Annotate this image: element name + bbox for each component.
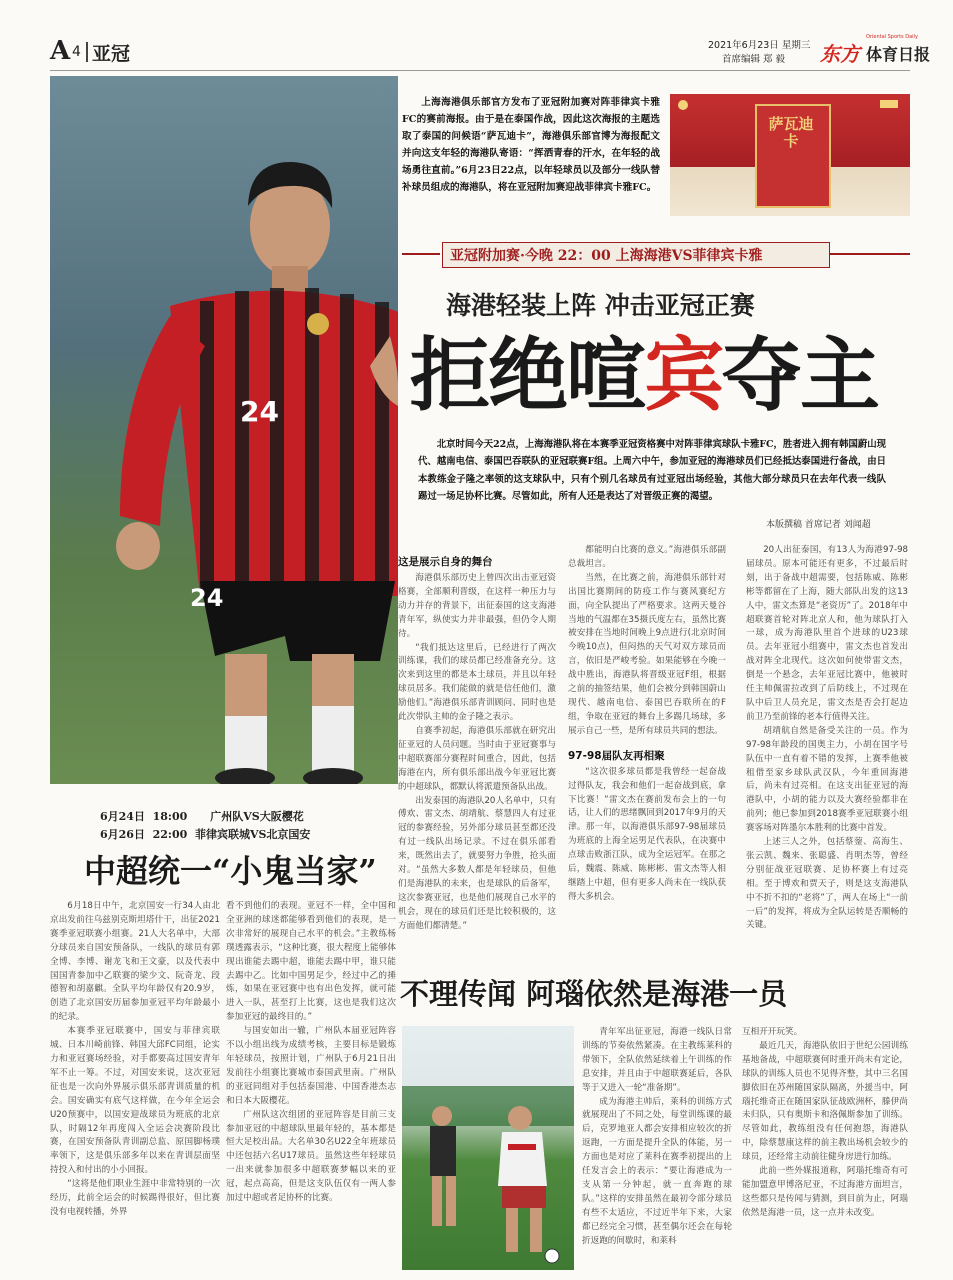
csl-col1-p1: 6月18日中午，北京国安一行34人由北京出发前往乌兹别克斯坦塔什干，出征2021赛季亚冠联赛小组赛。21人大名单中，大部分球员来自国安预备队，一线队的球员有郭全博、李博、谢龙飞和王文豪，以及代表中国国青参加中乙联赛的梁少文、阮奇龙、段德智和胡嘉麒。全队平均年龄仅有20.9岁，创造了北京国安历届参加亚冠平均年龄最小的纪录。 [50, 901, 220, 1023]
section-name: 亚冠 [92, 43, 131, 65]
headline-part-2: 夺主 [722, 328, 878, 422]
alan-col2-p3: 此前一些外媒报道称，阿瑙托维奇有可能加盟意甲博洛尼亚，不过海港方面坦言，这些都只是传闻与猜测，到目前为止，阿瑙依然是海港一员，这一点并未改变。 [742, 1166, 908, 1218]
col1-p2: “我们抵达这里后，已经进行了两次训练课，我们的球员都已经准备充分。这次来到这里的都是本土球员，并且以年轻球员居多。我们能做的就是信任他们，激励他们。”海港俱乐部青训顾问、同时也是此次带队主帅的金子隆之表示。 [398, 642, 556, 723]
main-subtitle: 海港轻装上阵 冲击亚冠正赛 [446, 291, 755, 320]
svg-text:24: 24 [190, 584, 224, 612]
csl-col2-p2: 与国安如出一辙，广州队本届亚冠阵容不以小组出线为成绩考核，主要目标是锻炼年轻球员，按照计划，广州队于6月21日出发前往小组赛比赛城市泰国武里南。广州队的亚冠同组对手包括泰国港、中国香港杰志和日本大阪樱花。 [226, 1026, 396, 1106]
player-illustration [50, 76, 398, 784]
schedule-line-1: 6月24日 18:00 广州队VS大阪樱花 [100, 810, 304, 823]
brand-red: 东方 [820, 42, 860, 66]
col3-p3: 上述三人之外，包括蔡蓥、高海生、张云凯、魏来、张聪盛、肖明杰等，曾经分别征战亚冠联赛、足协杯赛上有过亮相。至于博欢和贾天子，则是这支海港队中不折不扣的“老将”了，两人在场上“一前一后”的发挥，将成为全队运转是否顺畅的关键。 [746, 837, 908, 931]
csl-column-1 [50, 900, 220, 1268]
brand-small: Oriental Sports Daily [866, 34, 918, 40]
page-letter: A [50, 36, 71, 66]
match-bar-line-right [830, 253, 910, 255]
col2-p2: 当然，在比赛之前，海港俱乐部针对出国比赛期间的防疫工作与赛风赛纪方面，向全队提出了严格要求。这两天曼谷当地的气温都在35摄氏度左右，虽然比赛被安排在当地时间晚上9点进行(北京时间今晚10点)，但闷热的天气对双方球员而言，依旧是严峻考验。如果能够在今晚一战中胜出，海港队将晋级亚冠F组，根据之前的抽签结果，他们会被分到韩国蔚山现代、越南电信、泰国巴吞联所在的F组，争取在亚冠的舞台上多踢几场球，多展示自己一些，是所有球员共同的想法。 [568, 572, 726, 736]
match-poster [670, 94, 910, 216]
csl-col2-p3: 广州队这次组团的亚冠阵容是目前三支参加亚冠的中超球队里最年轻的，基本都是恒大足校出品。大名单30名U22全年班球员中还包括六名U17球员。虽然这些年轻球员一出来就参加很多中超联赛梦幅以来的亚冠，起点高高，但是这支队伍仅有一两人参加过中超或者足协杯的比赛。 [226, 1109, 396, 1204]
player-photo [50, 76, 398, 784]
alan-col1-p2: 成为海港主帅后，莱科的训练方式就展现出了不同之处，每堂训练课的最后，克罗地亚人都会安排相应较次的折返跑，一方面是提升全队的体能，另一方面也是对应了莱科在赛季初提出的上任发言会上的表示：“要让海港成为一支从第一分钟起，就一直奔跑的球队。”这样的安排虽然在最初令部分球员有些不太适应，不过近半年下来，大家都已经完全习惯，甚至偶尔还会在每轮折返跑的间歇时，和莱科 [582, 1096, 732, 1246]
intro-text [402, 94, 660, 196]
date-line: 2021年6月23日 星期三 [708, 40, 811, 51]
editor-line: 首席编辑 郑 毅 [722, 54, 786, 65]
svg-text:24: 24 [240, 395, 279, 428]
alan-col2-p1: 互相开开玩笑。 [742, 1027, 803, 1037]
match-bar-text: 亚冠附加赛·今晚 22：00 上海海港VS菲律宾卡雅 [450, 248, 763, 264]
match-bar [402, 242, 910, 266]
page-header [50, 34, 931, 68]
col2-title: 97-98届队友再相聚 [568, 749, 665, 762]
col2-p1: 都能明白比赛的意义。”海港俱乐部副总裁坦言。 [568, 545, 726, 569]
alan-col2-p2: 最近几天，海港队依旧于世纪公园训练基地备战，中超联赛何时重开尚未有定论，球队的训练人员也不见得齐整，其中三名国脚依旧在苏州随国家队隔离，外援当中，阿瑙托维奇正在随国家队征战欧洲杯，滕伊尚未归队，只有奥斯卡和洛佩斯参加了训练。尽管如此，教练组没有任何抱怨，海港队中，除蔡慧康这样的前主教出场机会较少的球员，还经常主动前往健身房进行加练。 [742, 1040, 908, 1163]
training-illustration [402, 1026, 574, 1270]
intro-paragraph: 上海海港俱乐部官方发布了亚冠附加赛对阵菲律宾卡雅FC的赛前海报。由于是在泰国作战，因此这次海报的主题选取了泰国的问候语“萨瓦迪卡”，海港俱乐部官博为海报配文并向这支年轻的海港队寄语：“挥洒青春的汗水，在年轻的战场勇往直前。”6月23日22点，以年轻球员以及部分一线队替补球员组成的海港队，将在亚冠附加赛迎战菲律宾卡雅FC。 [402, 97, 660, 193]
main-lead [418, 436, 886, 505]
schedule-box [50, 806, 396, 842]
main-column-2 [568, 544, 726, 970]
schedule-line-2: 6月26日 22:00 菲律宾联城VS北京国安 [100, 828, 311, 841]
col3-p1: 20人出征泰国，有13人为海港97-98届球员。原本可能还有更多，不过最后时刻，出于备战中超需要，包括陈威、陈彬彬等都留在了上海，随大部队出发的这13人中，雷文杰算是“老资历”了。2018年中超联赛首轮对阵北京人和，他为球队打入一球，成为海港队里首个进球的U23球员。去年亚冠小组赛中，雷文杰也首发出战对阵全北现代。这次如何使带雷文杰，倒是一个悬念，去年亚冠比赛中，他被时任主帅佩雷拉改到了后防线上，不过现在队中后卫人员充足，雷文杰是否会打起边前卫乃至前锋的老本行值得关注。 [746, 545, 908, 722]
col2-p3: “这次很多球员都是我曾经一起奋战过得队友，我会和他们一起奋战到底，拿下比赛！”雷文杰在赛前发布会上的一句话，让人们的思绪飘回到2017年9月的天津。那一年，以海港俱乐部97-98届球员为班底的上海全运男足代表队，在决赛中点球击败浙江队，成为全运冠军。在那之后，魏震、陈威、陈彬彬、雷文杰等人相继踏上中超，但有更多人尚未在一线队获得大多机会。 [568, 766, 726, 902]
match-bar-line-left [402, 253, 440, 255]
col1-title: 这是展示自身的舞台 [398, 556, 493, 568]
brand-logo [820, 34, 940, 66]
main-column-1 [398, 552, 556, 970]
training-photo [402, 1026, 574, 1270]
col1-p1: 海港俱乐部历史上曾四次出击亚冠资格赛，全部顺利晋级，在这样一种压力与动力并存的背景下，出征泰国的这支海港青年军，纵使实力并非最强，但仍令人期待。 [398, 573, 556, 639]
main-byline: 本版撰稿 首席记者 刘闻超 [766, 520, 871, 530]
headline-red-char: 宾 [644, 328, 722, 422]
main-column-3 [746, 544, 908, 970]
csl-col1-p3: “这将是他们职业生涯中非常特别的一次经历，此前全运会的时候踢得很好，但比赛没有电视转播，外界 [50, 1179, 220, 1217]
lead-paragraph: 北京时间今天22点，上海海港队将在本赛季亚冠资格赛中对阵菲律宾球队卡雅FC，胜者进入拥有韩国蔚山现代、越南电信、泰国巴吞联队的亚冠联赛F组。上周六中午，参加亚冠的海港球员们已经抵达泰国进行备战，由日本教练金子隆之率领的这支球队中，只有个别几名球员有过亚冠出场经验，其他大部分球员只在去年代表一线队踢过一场足协杯比赛。尽管如此，所有人还是表达了对晋级正赛的渴望。 [418, 439, 886, 502]
alan-headline: 不理传闻 阿瑙依然是海港一员 [400, 977, 788, 1011]
col1-p4: 出发泰国的海港队20人名单中，只有傅欢、雷文杰、胡靖航、蔡慧四人有过亚冠的参赛经验，另外部分球员甚至都还没有过一线队出场记录。不过在俱乐部看来，既然出去了，就要努力争胜，抢头面对。“虽然大多数人都是年轻球员，但他们是海港队的未来，也是球队的后备军，这次参赛亚冠，也是他们展现自己水平的机会，现在的球员们还是比较积极的，这方面他们都清楚。” [398, 795, 556, 931]
csl-col2-p1: 看不到他们的表现。亚冠不一样，全中国和全亚洲的球迷都能够看到他们的表现，是一次非常好的展现自己水平的机会。”主教练杨璞透露表示，“这种比赛，很大程度上能够体现出谁能去踢中超，谁能去踢中甲，谁只能去踢中乙。比如中国男足少，经过中乙的捶炼，如果在亚冠赛中也有出色发挥，就可能进入一队，甚至打上比赛，这也是我们这次参加亚冠的最终目的。” [226, 901, 396, 1023]
col3-p2: 胡靖航自然是备受关注的一员。作为97-98年龄段的国奥主力，小胡在国字号队伍中一直有着不错的发挥，上赛季他被租借至家乡球队武汉队，今年重回海港后，尚未有过亮相。在这支出征亚冠的海港队中，小胡的能力以及大赛经验都非在前列；他已参加到2018赛季亚冠联赛小组赛客场对阵墨尔本胜利的比赛中首发。 [746, 725, 908, 834]
col1-p3: 自赛季初起，海港俱乐部就在研究出征亚冠的人员问题。当时由于亚冠赛事与中超联赛部分赛程时间重合，因此，包括海港在内，所有俱乐部出战今年亚冠比赛的中超球队，都默认将派遣预备队出战。 [398, 725, 556, 792]
headline-part-1: 拒绝喧 [410, 328, 644, 422]
poster-logo-left [678, 100, 688, 110]
page-number: 4 [72, 44, 81, 60]
poster-title: 萨瓦迪卡 [768, 115, 814, 150]
csl-column-2 [226, 900, 396, 1268]
header-rule [50, 70, 910, 71]
alan-column-2 [742, 1026, 908, 1270]
brand-black: 体育日报 [866, 45, 931, 64]
csl-col1-p2: 本赛季亚冠联赛中，国安与菲律宾联城、日本川崎前锋、韩国大邱FC同组，论实力和亚冠赛场经验，对手都要高过国安青年军不止一筹。不过，对国安来说，这次亚冠征也是一次向外界展示俱乐部青训质量的机会。国安确实有底气这样做，在今年全运会U20预赛中，以国安迎战球员为班底的北京队，时隔12年再度闯入全运会决赛阶段比赛，在国安预备队青训副总监、原国脚杨璞率领下，这是俱乐部多年以来在青训层面坚持投入和付出的小小回报。 [50, 1026, 220, 1176]
alan-col1-p1: 青年军出征亚冠，海港一线队日常训练的节奏依然紧凑。在主教练莱科的带领下，全队依然延续着上午训练的作息安排，并且由于中超联赛延后，各队等于又进入一轮“准备期”。 [582, 1027, 732, 1093]
alan-column-1 [582, 1026, 732, 1270]
main-headline [410, 330, 878, 420]
header-divider [86, 42, 88, 62]
csl-headline: 中超统一“小鬼当家” [84, 852, 377, 890]
poster-logo-right [880, 100, 898, 108]
